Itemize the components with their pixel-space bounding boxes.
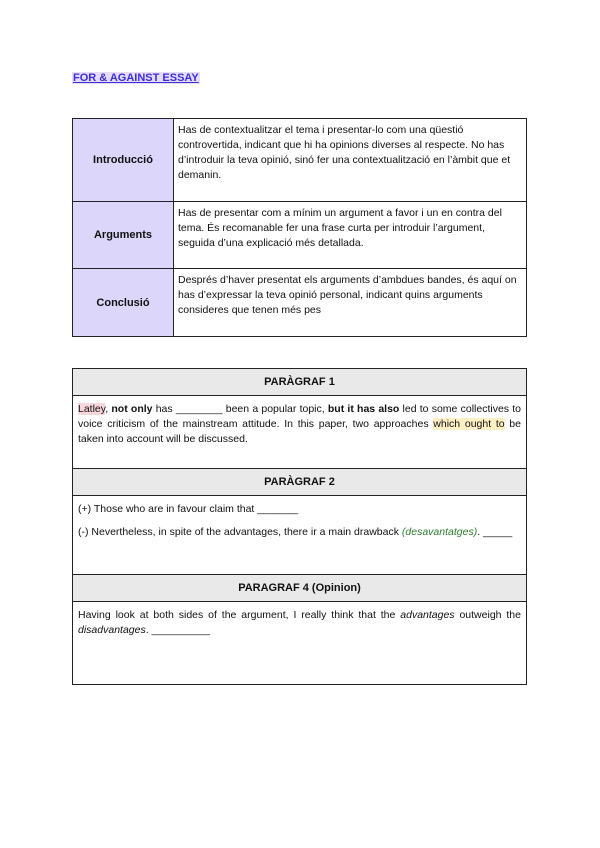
summary-heading: Introducció [73, 119, 174, 202]
paragraph-4-heading: PARAGRAF 4 (Opinion) [73, 575, 527, 602]
summary-heading: Arguments [73, 202, 174, 269]
hint-desavantatges: (desavantatges) [401, 526, 478, 538]
highlighted-phrase: which ought to [433, 418, 505, 430]
summary-text: Has de contextualitzar el tema i presentar-lo com una qüestió controvertida, indicant que hi ha opinions diverses al respecte. No has d’introduir la teva opinió, sinó fer una contextualització en l’àmbit que et demanin. [174, 119, 527, 202]
summary-text: Després d’haver presentat els arguments d’ambdues bandes, és aquí on has d’expressar la teva opinió personal, indicant quins arguments consideres que tenen més pes [174, 269, 527, 337]
summary-row-arguments [73, 202, 527, 269]
connector-not-only: not only [111, 403, 153, 415]
highlighted-word: Latley [78, 403, 106, 415]
connector-but-also: but it has also [327, 403, 400, 415]
paragraph-4-body: Having look at both sides of the argument, I really think that the advantages outweigh the disadvantages. __________ [73, 602, 527, 685]
argument-for: (+) Those who are in favour claim that _______ [78, 503, 299, 515]
summary-row-conclusio [73, 269, 527, 337]
summary-table [72, 118, 527, 337]
paragraph-2-heading: PARÀGRAF 2 [73, 469, 527, 496]
paragraphs-table [72, 368, 527, 685]
paragraph-1-body: Latley, not only has ________ been a popular topic, but it has also led to some collectives to voice criticism of the mainstream attitude. In this paper, two approaches which ought to be taken into account will be discussed. [73, 396, 527, 469]
summary-text: Has de presentar com a mínim un argument a favor i un en contra del tema. És recomanable fer una frase curta per introduir l’argument, seguida d’una explicació més detallada. [174, 202, 527, 269]
argument-against: (-) Nevertheless, in spite of the advantages, there ir a main drawback (desavantatges). _____ [78, 526, 513, 538]
summary-row-introduccio [73, 119, 527, 202]
document-title: FOR & AGAINST ESSAY [73, 72, 199, 84]
paragraph-2-body [73, 496, 527, 575]
summary-heading: Conclusió [73, 269, 174, 337]
paragraph-1-heading: PARÀGRAF 1 [73, 369, 527, 396]
